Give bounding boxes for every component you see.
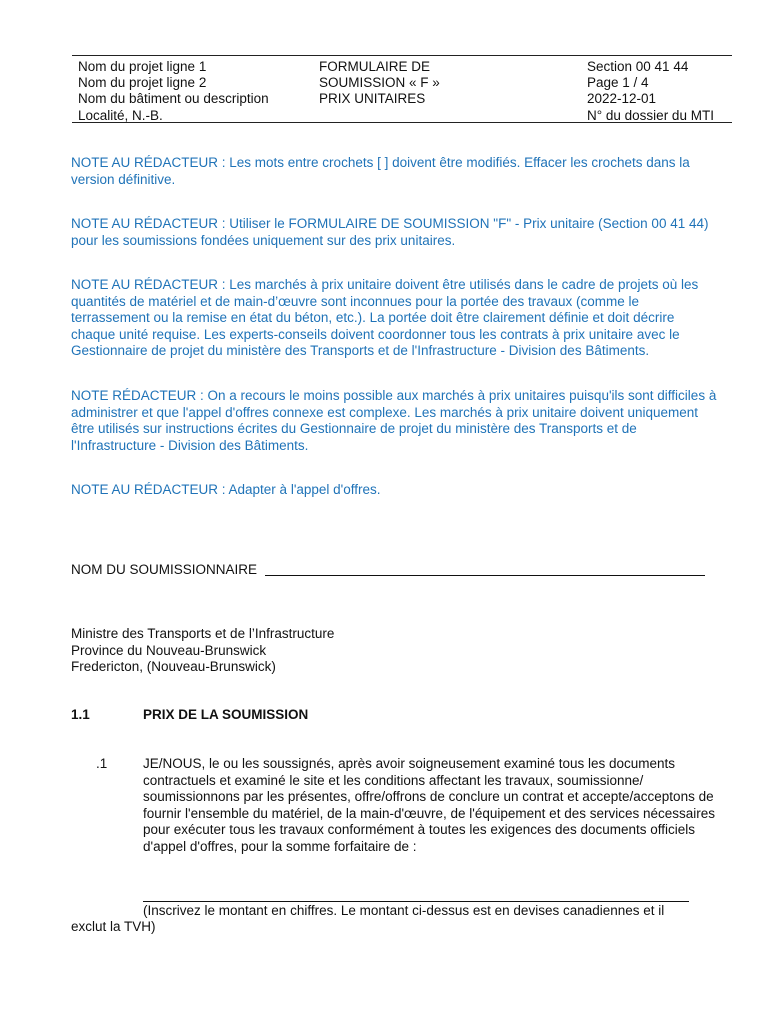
header-file-number: N° du dossier du MTI [587,107,714,123]
address-line-1: Ministre des Transports et de l’Infrastructure [71,626,335,641]
clause-number: .1 [96,756,108,771]
bidder-name-line[interactable] [265,575,705,576]
header-date: 2022-12-01 [587,91,657,107]
address-line-3: Fredericton, (Nouveau-Brunswick) [71,659,276,674]
amount-line[interactable] [143,901,689,902]
editor-note-5: NOTE AU RÉDACTEUR : Adapter à l'appel d'offres. [71,482,381,497]
header-locality: Localité, N.-B. [78,107,163,123]
header-form-title [319,59,440,108]
header-project-line-1: Nom du projet ligne 1 [78,59,207,74]
header-page-number: Page 1 / 4 [587,75,649,91]
editor-note-1: NOTE AU RÉDACTEUR : Les mots entre crochets [ ] doivent être modifiés. Effacer les crochets dans la version définitive. [71,155,690,187]
header-building-description: Nom du bâtiment ou description [78,91,269,107]
header-section-info [587,59,714,124]
section-title: PRIX DE LA SOUMISSION [143,707,309,722]
header-project-line-2: Nom du projet ligne 2 [78,75,207,91]
editor-note-3: NOTE AU RÉDACTEUR : Les marchés à prix unitaire doivent être utilisés dans le cadre de projets où les quantités de matériel et de main-d’œuvre sont inconnues pour la portée des travaux (comme le terrassement ou la remise en état du béton, etc.). La portée doit être clairement définie et doit décrire chaque unité requise. Les experts-conseils doivent coordonner tous les contrats à prix unitaire avec le Gestionnaire de projet du ministère des Transports et de l'Infrastructure - Division des Bâtiments. [71,277,699,359]
section-number: 1.1 [71,707,90,722]
address-line-2: Province du Nouveau-Brunswick [71,642,267,658]
header-title-line-1: FORMULAIRE DE [319,59,431,74]
amount-note-line-2: exclut la TVH) [71,919,156,934]
amount-note-line-1: (Inscrivez le montant en chiffres. Le montant ci-dessus est en devises canadiennes et il [143,903,665,918]
header-title-line-2: SOUMISSION « F » [319,75,440,91]
bidder-name-label: NOM DU SOUMISSIONNAIRE [71,562,258,577]
header-section-number: Section 00 41 44 [587,59,689,74]
editor-note-4: NOTE RÉDACTEUR : On a recours le moins possible aux marchés à prix unitaires puisqu'ils sont difficiles à administrer et que l'appel d'offres connexe est complexe. Les marchés à prix unitaire doivent uniquement être utilisés sur instructions écrites du Gestionnaire de projet du ministère des Transports et de l'Infrastructure - Division des Bâtiments. [71,388,717,453]
header-title-line-3: PRIX UNITAIRES [319,91,426,107]
header-project-info [78,59,269,124]
page-header [72,55,732,123]
recipient-address [71,626,334,676]
clause-text: JE/NOUS, le ou les soussignés, après avoir soigneusement examiné tous les documents contractuels et examiné le site et les conditions affectant les travaux, soumissionne/ soumissionnons par les présentes, offre/offrons de conclure un contrat et accepte/acceptons de fournir l'ensemble du matériel, de la main-d'œuvre, de l'équipement et des services nécessaires pour exécuter tous les travaux conformément à toutes les exigences des documents officiels d'appel d'offres, pour la somme forfaitaire de : [143,756,716,854]
editor-note-2: NOTE AU RÉDACTEUR : Utiliser le FORMULAIRE DE SOUMISSION "F" - Prix unitaire (Section 00 41 44) pour les soumissions fondées uniquement sur des prix unitaires. [71,216,709,248]
